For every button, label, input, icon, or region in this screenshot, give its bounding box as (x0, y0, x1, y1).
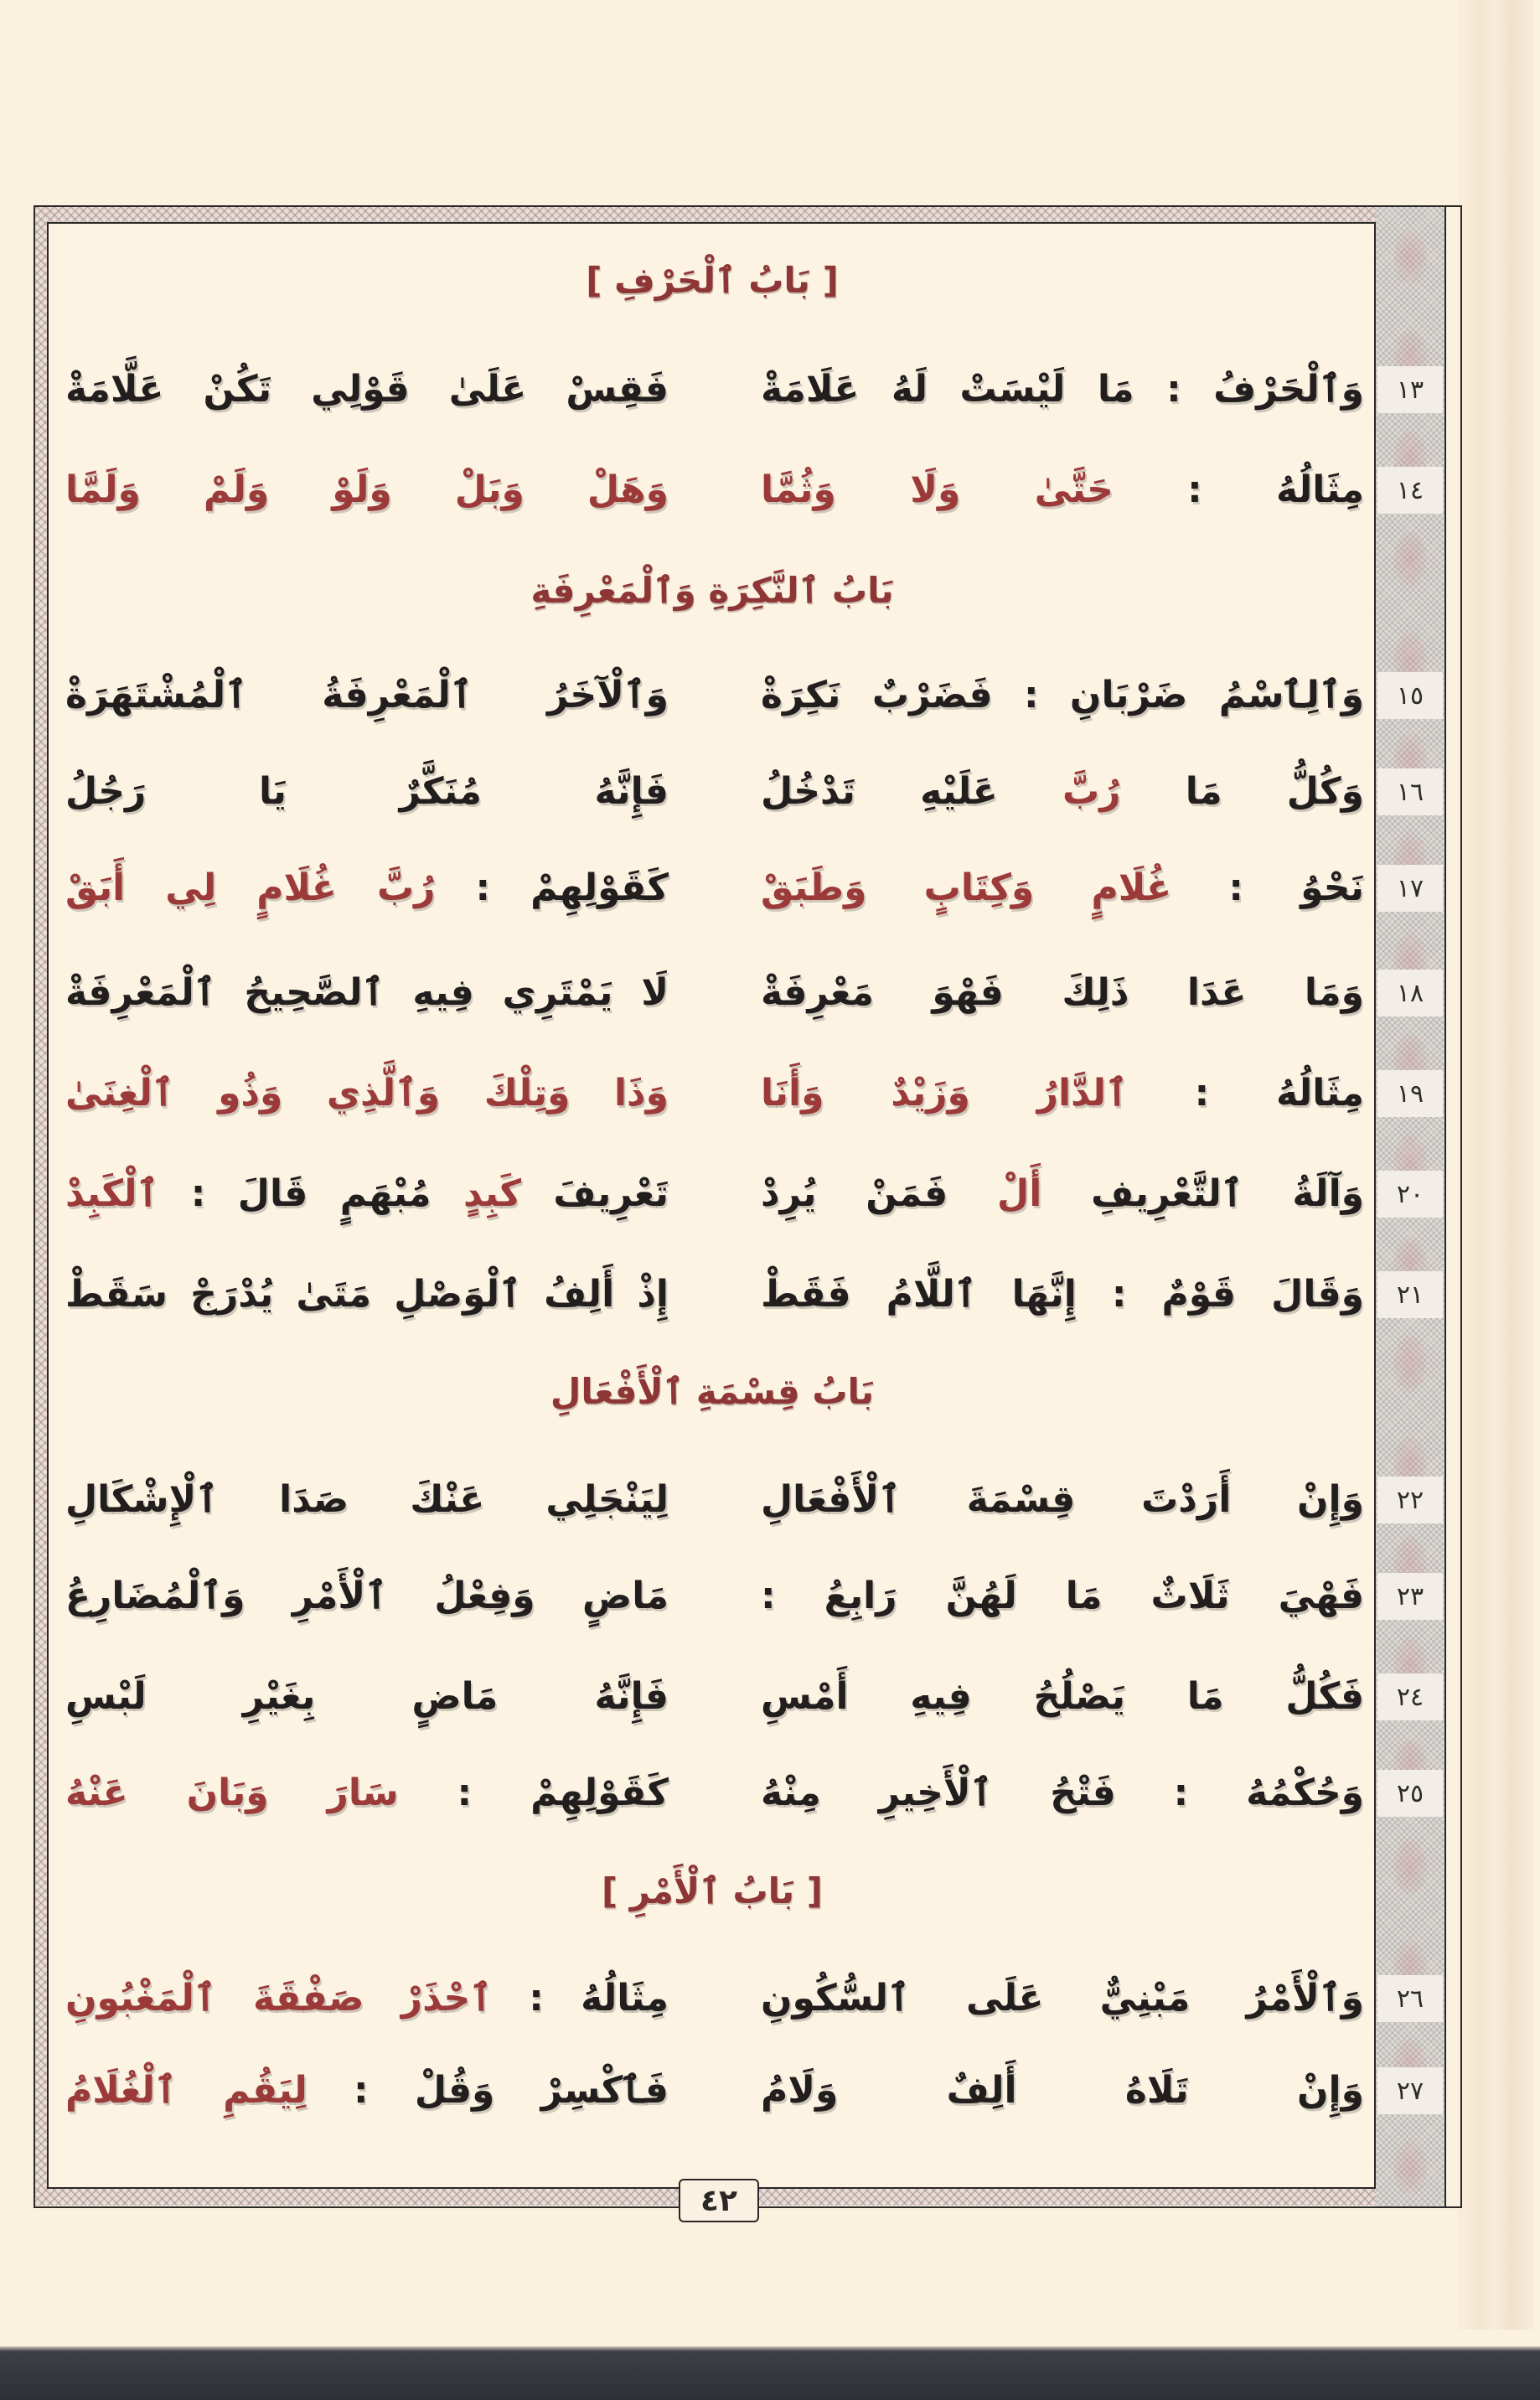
verse-number: ٢١ (1377, 1271, 1443, 1318)
verse-number: ١٨ (1377, 970, 1443, 1016)
example-highlight: كَبِدٍ (463, 1172, 521, 1215)
verse-text: مِثَالُهُ : (1113, 468, 1364, 511)
verse-number: ١٤ (1377, 467, 1443, 514)
verse-first-hemistich: وَمَا عَدَا ذَلِكَ فَهْوَ مَعْرِفَةْ (761, 971, 1364, 1014)
verse-second-hemistich: فَقِسْ عَلَىٰ قَوْلِي تَكُنْ عَلَّامَةْ (65, 368, 669, 411)
example-highlight: غُلَامٍ وَكِتَابٍ وَطَبَقْ (761, 866, 1172, 909)
section-title-qismat-afal: بَابُ قِسْمَةِ ٱلْأَفْعَالِ (550, 1371, 875, 1412)
verse-second-hemistich: لِيَنْجَلِي عَنْكَ صَدَا ٱلْإِشْكَالِ (65, 1478, 669, 1521)
verse-second-hemistich: لَا يَمْتَرِي فِيهِ ٱلصَّحِيحُ ٱلْمَعْرِفَةْ (65, 971, 669, 1014)
verse-text: مُبْهَمٍ قَالَ : (158, 1172, 463, 1215)
verse-first-hemistich: وَٱلْأَمْرُ مَبْنِيٌّ عَلَى ٱلسُّكُونِ (761, 1977, 1364, 2020)
verse-number: ٢٠ (1377, 1171, 1443, 1218)
verse-second-hemistich (65, 1973, 669, 2024)
verse-number: ٢٢ (1377, 1477, 1443, 1523)
example-highlight: رُبَّ غُلَامٍ لِي أَبَقْ (65, 866, 436, 909)
verse-second-hemistich (65, 863, 669, 913)
verse-number: ٢٣ (1377, 1573, 1443, 1620)
verse-first-hemistich (761, 863, 1364, 913)
verse-second-hemistich: فَإِنَّهُ مَاضٍ بِغَيْرِ لَبْسِ (65, 1675, 669, 1718)
verse-first-hemistich (761, 1169, 1364, 1219)
verse-first-hemistich: فَهْيَ ثَلَاثٌ مَا لَهُنَّ رَابِعُ : (761, 1575, 1364, 1617)
verse-text: مِثَالُهُ : (1127, 1072, 1364, 1115)
section-title-nakira-marifa: بَابُ ٱلنَّكِرَةِ وَٱلْمَعْرِفَةِ (530, 570, 894, 611)
verse-text: عَلَيْهِ تَدْخُلُ (761, 770, 1063, 813)
verse-first-hemistich (761, 1068, 1364, 1119)
verse-number: ١٩ (1377, 1070, 1443, 1117)
verse-number: ١٦ (1377, 768, 1443, 815)
example-highlight: ٱحْذَرْ صَفْقَةَ ٱلْمَغْبُونِ (65, 1977, 492, 2020)
verse-text: كَقَوْلِهِمْ : (435, 866, 669, 909)
verse-second-hemistich: وَٱلْآخَرُ ٱلْمَعْرِفَةُ ٱلْمُشْتَهَرَةْ (65, 674, 669, 716)
example-highlight: حَتَّىٰ وَلَا وَثُمَّا (761, 468, 1114, 511)
verse-number: ١٣ (1377, 366, 1443, 413)
verse-first-hemistich: وَحُكْمُهُ : فَتْحُ ٱلْأَخِيرِ مِنْهُ (761, 1772, 1364, 1814)
verse-number: ٢٤ (1377, 1673, 1443, 1720)
verse-text: فَمَنْ يُرِدْ (761, 1172, 998, 1215)
frame-ornament-top (35, 207, 1376, 222)
verse-number: ١٥ (1377, 672, 1443, 719)
verse-text: كَقَوْلِهِمْ : (398, 1772, 669, 1814)
verse-first-hemistich: وَٱلْحَرْفُ : مَا لَيْسَتْ لَهُ عَلَامَةْ (761, 368, 1364, 411)
section-title-harf: [ بَابُ ٱلْحَرْفِ ] (586, 260, 839, 301)
verse-first-hemistich: وَإِنْ تَلَاهُ أَلِفٌ وَلَامُ (761, 2069, 1364, 2112)
verse-first-hemistich: وَقَالَ قَوْمٌ : إِنَّهَا ٱللَّامُ فَقَطْ (761, 1273, 1364, 1316)
verse-text: فَٱكْسِرْ وَقُلْ : (307, 2069, 669, 2112)
verse-text: وَآلَةُ ٱلتَّعْرِيفِ (1041, 1172, 1365, 1215)
verse-second-hemistich: مَاضٍ وَفِعْلُ ٱلْأَمْرِ وَٱلْمُضَارِعُ (65, 1575, 669, 1617)
frame-ornament-left (35, 207, 47, 2206)
verse-text: وَكُلُّ مَا (1120, 770, 1364, 813)
verse-number: ٢٥ (1377, 1770, 1443, 1817)
verse-first-hemistich: وَإِنْ أَرَدْتَ قِسْمَةَ ٱلْأَفْعَالِ (761, 1478, 1364, 1521)
verse-text: تَعْرِيفَ (520, 1172, 669, 1215)
verse-text: نَحْوُ : (1171, 866, 1364, 909)
verse-first-hemistich (761, 465, 1364, 515)
verse-number: ٢٧ (1377, 2067, 1443, 2114)
example-highlight: ٱلْكَبِدْ (65, 1172, 159, 1215)
verse-second-hemistich: وَهَلْ وَبَلْ وَلَوْ وَلَمْ وَلَمَّا (65, 468, 669, 511)
verse-second-hemistich: وَذَا وَتِلْكَ وَٱلَّذِي وَذُو ٱلْغِنَىٰ (65, 1072, 669, 1115)
verse-second-hemistich (65, 2066, 669, 2116)
verse-first-hemistich: فَكُلُّ مَا يَصْلُحُ فِيهِ أَمْسِ (761, 1675, 1364, 1718)
section-title-amr: [ بَابُ ٱلْأَمْرِ ] (601, 1870, 824, 1911)
example-highlight: أَلْ (997, 1172, 1042, 1215)
verse-first-hemistich (761, 767, 1364, 817)
example-highlight: ٱلدَّارُ وَزَيْدٌ وَأَنَا (761, 1072, 1128, 1115)
verse-text: مِثَالُهُ : (492, 1977, 669, 2020)
verse-second-hemistich: إِذْ أَلِفُ ٱلْوَصْلِ مَتَىٰ يُدْرَجْ سَقَطْ (65, 1273, 669, 1316)
verse-second-hemistich (65, 1768, 669, 1818)
example-highlight: سَارَ وَبَانَ عَنْهُ (65, 1772, 399, 1814)
example-highlight: لِيَقُمِ ٱلْغُلَامُ (65, 2069, 307, 2112)
page-number: ٤٢ (679, 2179, 759, 2222)
verse-second-hemistich: فَإِنَّهُ مُنَكَّرٌ يَا رَجُلُ (65, 770, 669, 813)
verse-number: ٢٦ (1377, 1975, 1443, 2022)
example-highlight: رُبَّ (1062, 770, 1121, 813)
verse-first-hemistich: وَٱلِٱسْمُ ضَرْبَانِ : فَضَرْبٌ نَكِرَةْ (761, 674, 1364, 716)
verse-second-hemistich (65, 1169, 669, 1219)
page-edge (1458, 0, 1533, 2330)
verse-number: ١٧ (1377, 865, 1443, 912)
scan-background (0, 2346, 1540, 2400)
